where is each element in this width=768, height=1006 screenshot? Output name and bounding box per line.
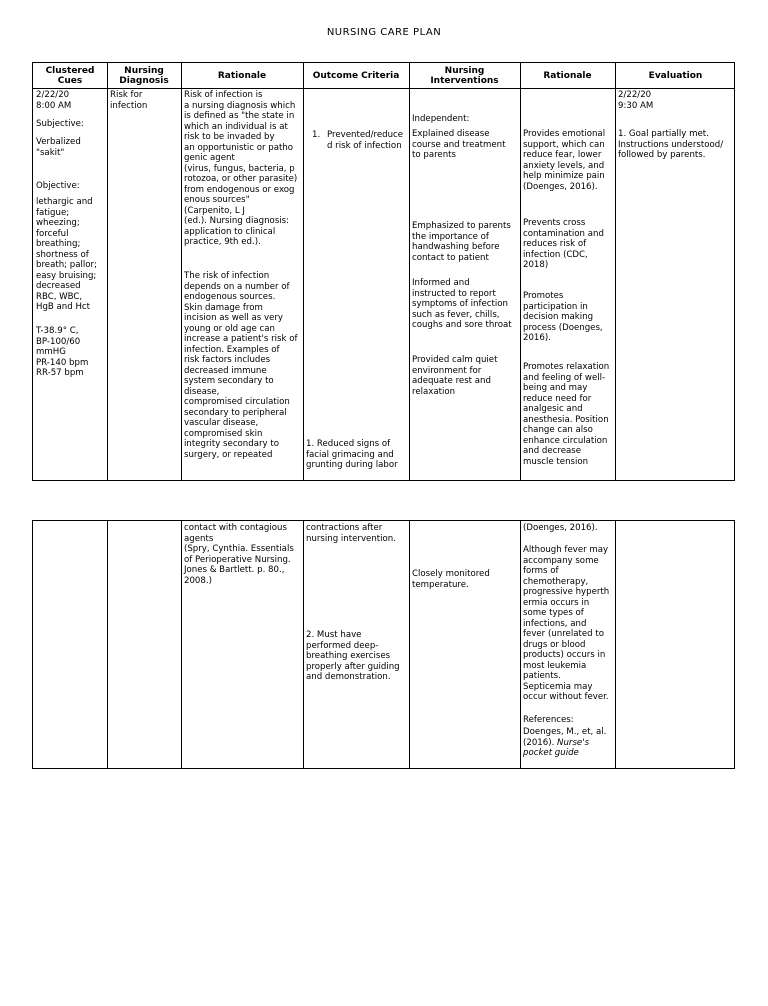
header-nursing-interventions: Nursing Interventions bbox=[430, 66, 499, 86]
header-outcome-criteria: Outcome Criteria bbox=[312, 71, 400, 81]
vital-signs: T-38.9° C, BP-100/60 mmHG PR-140 bpm RR-57 bpm bbox=[36, 326, 89, 378]
reference-entry bbox=[523, 727, 606, 759]
outcome-item-1-text: Prevented/reduce d risk of infection bbox=[327, 130, 404, 151]
evaluation-text: 1. Goal partially met. Instructions understood/ followed by parents. bbox=[618, 129, 724, 160]
care-plan-table-page2 bbox=[32, 520, 735, 769]
rationale-risk-factors: The risk of infection depends on a number of endogenous sources. Skin damage from incision as well as very young or old age can increase a patient's risk of infection. Examples of risk factors includes decreased immune system secondary to disease, compromised circulation secondary to peripheral vascular disease, compromised skin integrity secondary to surgery, or repeated bbox=[184, 271, 298, 460]
outcome-item-3: 2. Must have performed deep- breathing exercises properly after guiding and demonstration. bbox=[306, 630, 400, 682]
intervention-rationale: Provides emotional support, which can reduce fear, lower anxiety levels, and help minimize pain (Doenges, 2016). bbox=[523, 129, 606, 192]
header-rationale-2: Rationale bbox=[543, 71, 592, 81]
evaluation-datetime: 2/22/20 9:30 AM bbox=[618, 90, 654, 111]
references-label: References: bbox=[523, 715, 574, 725]
subjective-cues: Verbalized "sakit" bbox=[36, 137, 81, 158]
outcome-continued: contractions after nursing intervention. bbox=[306, 523, 396, 544]
care-plan-table-page1 bbox=[32, 62, 735, 481]
outcome-item-2: 1. Reduced signs of facial grimacing and grunting during labor bbox=[306, 439, 398, 470]
rationale-fever: Although fever may accompany some forms of chemotherapy, progressive hyperth ermia occurs in some types of infections, and fever (unrelated to drugs or blood products) occurs in most leukemia patients. Septicemia may occur without fever. bbox=[523, 545, 610, 702]
header-clustered-cues: Clustered Cues bbox=[45, 66, 95, 86]
objective-cues: lethargic and fatigue; wheezing; forceful breathing; shortness of breath; pallor; easy bruising; decreased RBC, WBC, HgB and Hct bbox=[36, 197, 97, 312]
page-title: NURSING CARE PLAN bbox=[326, 27, 442, 38]
independent-label: Independent: bbox=[412, 114, 470, 124]
header-nursing-diagnosis: Nursing Diagnosis bbox=[119, 66, 169, 86]
intervention-item: Closely monitored temperature. bbox=[412, 569, 490, 590]
intervention-item: Informed and instructed to report symptoms of infection such as fever, chills, coughs and sore throat bbox=[412, 278, 512, 330]
rationale-continued: contact with contagious agents (Spry, Cynthia. Essentials of Perioperative Nursing. Jones & Bartlett. p. 80., 2008.) bbox=[184, 523, 294, 586]
nursing-diagnosis: Risk for infection bbox=[110, 90, 148, 111]
intervention-rationale: Promotes participation in decision making process (Doenges, 2016). bbox=[523, 291, 603, 343]
intervention-item: Emphasized to parents the importance of handwashing before contact to patient bbox=[412, 221, 511, 263]
outcome-item-1-number: 1. bbox=[312, 130, 321, 140]
header-evaluation: Evaluation bbox=[648, 71, 703, 81]
header-rationale: Rationale bbox=[217, 71, 267, 81]
subjective-label: Subjective: bbox=[36, 119, 84, 129]
reference-title: Nurse's pocket guide bbox=[523, 737, 590, 758]
rationale-definition: Risk of infection is a nursing diagnosis which is defined as "the state in which an individual is at risk to be invaded by an opportunistic or patho genic agent (virus, fungus, bacteria, p rotozoa, or other parasite) from endogenous or exog enous sources" (Carpenito, L J (ed.). Nursing diagnosis: application to clinical practice, 9th ed.). bbox=[184, 90, 298, 247]
cues-datetime: 2/22/20 8:00 AM bbox=[36, 90, 72, 111]
rationale-continued-2: (Doenges, 2016). bbox=[523, 523, 598, 533]
objective-label: Objective: bbox=[36, 181, 80, 191]
intervention-rationale: Promotes relaxation and feeling of well- being and may reduce need for analgesic and anesthesia. Position change can also enhance circulation and decrease muscle tension bbox=[523, 362, 610, 467]
intervention-item: Explained disease course and treatment to parents bbox=[412, 129, 506, 160]
reference-authors: Doenges, M., et, al. (2016). bbox=[523, 727, 607, 748]
intervention-rationale: Prevents cross contamination and reduces risk of infection (CDC, 2018) bbox=[523, 218, 604, 270]
intervention-item: Provided calm quiet environment for adequate rest and relaxation bbox=[412, 355, 498, 397]
